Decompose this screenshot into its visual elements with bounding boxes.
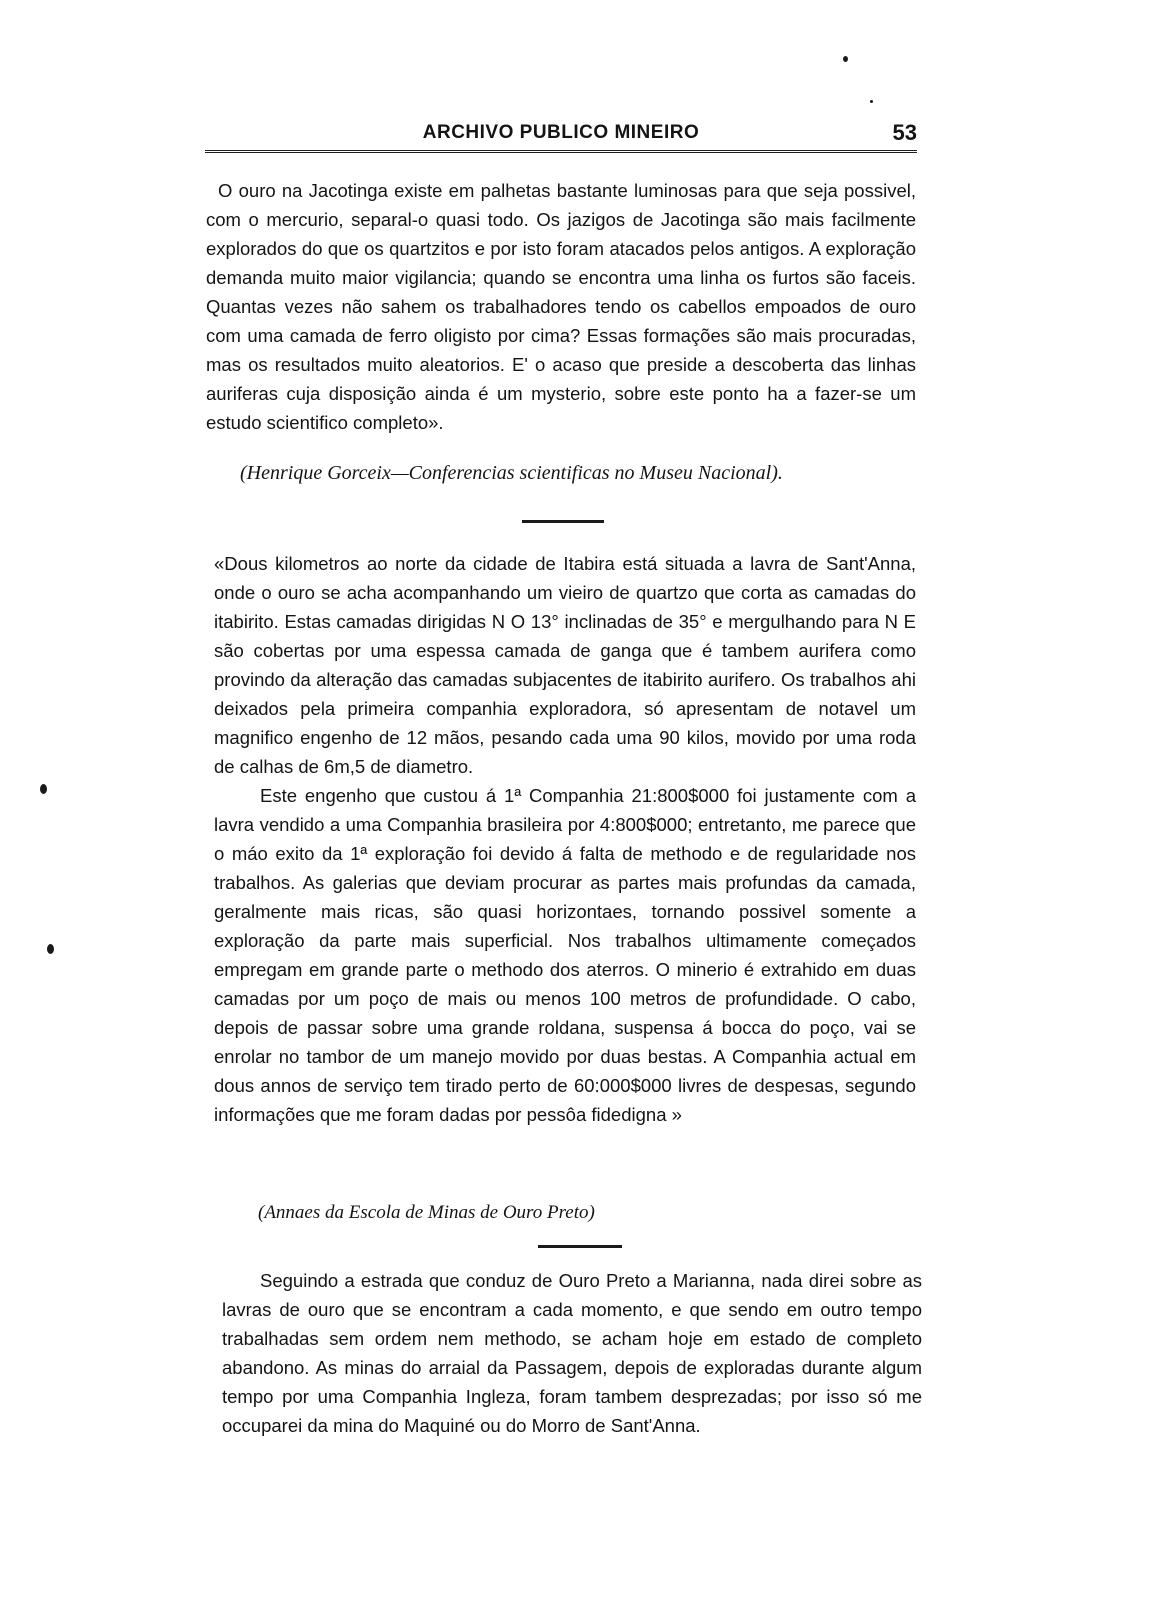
ink-speck [40,784,47,794]
page-number: 53 [892,120,917,145]
section-separator [538,1245,622,1248]
header-rule [205,150,917,153]
ink-speck [870,100,873,103]
section-3 [222,1266,922,1440]
section-2 [214,549,916,1129]
page-header [205,118,917,154]
ink-speck [47,944,54,954]
ink-speck [843,56,848,62]
section-separator [522,520,604,523]
running-title: ARCHIVO PUBLICO MINEIRO [422,122,700,143]
section-2-citation: (Annaes da Escola de Minas de Ouro Preto) [258,1202,595,1223]
section-1-paragraph: O ouro na Jacotinga existe em palhetas bastante luminosas para que seja possivel, com o mercurio, separal-o quasi todo. Os jazigos de Jacotinga são mais facilmente explorados do que os quartzitos e por isto foram atacados pelos antigos. A exploração demanda muito maior vigilancia; quando se encontra uma linha os furtos são faceis. Quantas vezes não sahem os trabalhadores tendo os cabellos empoados de ouro com uma camada de ferro oligisto por cima? Essas formações são mais procuradas, mas os resultados muito aleatorios. E' o acaso que preside a descoberta das linhas auriferas cuja disposição ainda é um mysterio, sobre este ponto ha a fazer-se um estudo scientifico completo». [206,180,916,433]
section-1 [206,176,916,437]
section-2-paragraph-2: Este engenho que custou á 1ª Companhia 21:800$000 foi justamente com a lavra vendido a uma Companhia brasileira por 4:800$000; entretanto, me parece que o máo exito da 1ª exploração foi devido á falta de methodo e de regularidade nos trabalhos. As galerias que deviam procurar as partes mais profundas da camada, geralmente mais ricas, são quasi horizontaes, tornando possivel somente a exploração da parte mais superficial. Nos trabalhos ultimamente começados empregam em grande parte o methodo dos aterros. O minerio é extrahido em duas camadas por um poço de mais ou menos 100 metros de profundidade. O cabo, depois de passar sobre uma grande roldana, suspensa á bocca do poço, vai se enrolar no tambor de um manejo movido por duas bestas. A Companhia actual em dous annos de serviço tem tirado perto de 60:000$000 livres de despesas, segundo informações que me foram dadas por pessôa fidedigna » [214,785,916,1125]
section-1-citation: (Henrique Gorceix—Conferencias scientificas no Museu Nacional). [240,462,783,484]
section-2-paragraph-1: «Dous kilometros ao norte da cidade de Itabira está situada a lavra de Sant'Anna, onde o ouro se acha acompanhando um vieiro de quartzo que corta as camadas do itabirito. Estas camadas dirigidas N O 13° inclinadas de 35° e mergulhando para N E são cobertas por uma espessa camada de ganga que é tambem aurifera como provindo da alteração das camadas subjacentes de itabirito aurifero. Os trabalhos ahi deixados pela primeira companhia exploradora, só apresentam de notavel um magnifico engenho de 12 mãos, pesando cada uma 90 kilos, movido por uma roda de calhas de 6m,5 de diametro. [214,553,916,777]
section-3-paragraph: Seguindo a estrada que conduz de Ouro Preto a Marianna, nada direi sobre as lavras de ouro que se encontram a cada momento, e que sendo em outro tempo trabalhadas sem ordem nem methodo, se acham hoje em estado de completo abandono. As minas do arraial da Passagem, depois de exploradas durante algum tempo por uma Companhia Ingleza, foram tambem desprezadas; por isso só me occuparei da mina do Maquiné ou do Morro de Sant'Anna. [222,1270,922,1436]
